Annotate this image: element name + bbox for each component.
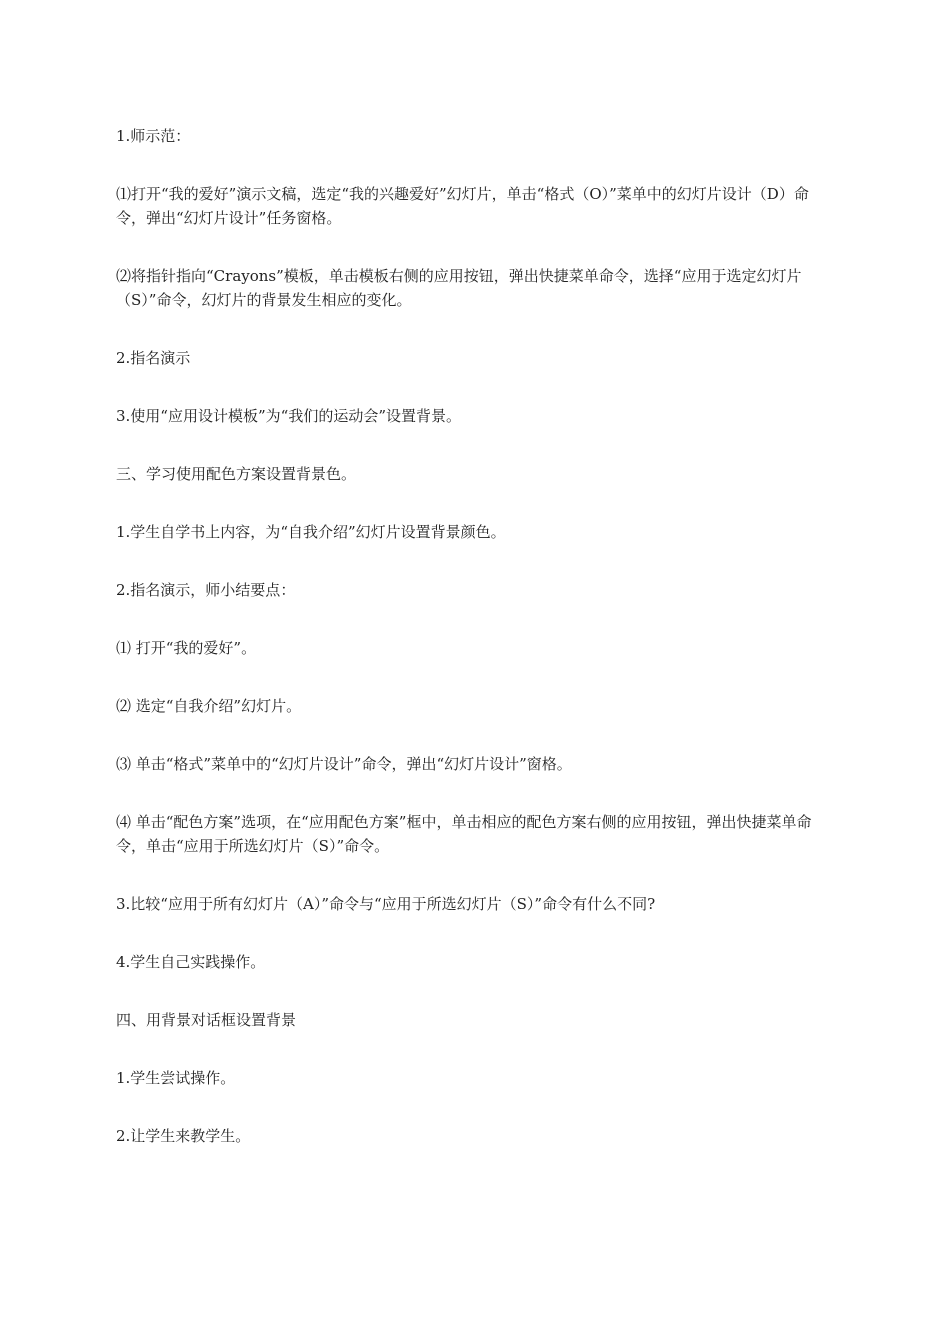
- paragraph-10: ⑵ 选定“自我介绍”幻灯片。: [116, 697, 302, 715]
- paragraph-8: 2.指名演示，师小结要点：: [116, 581, 296, 599]
- paragraph-1: 1.师示范：: [116, 127, 191, 145]
- paragraph-12: ⑷ 单击“配色方案”选项，在“应用配色方案”框中，单击相应的配色方案右侧的应用按钮，弹出快捷菜单命令，单击“应用于所选幻灯片（S）”命令。: [116, 813, 812, 855]
- paragraph-6: 三、学习使用配色方案设置背景色。: [116, 465, 357, 483]
- paragraph-4: 2.指名演示: [116, 349, 191, 367]
- paragraph-14: 4.学生自己实践操作。: [116, 953, 266, 971]
- paragraph-17: 2.让学生来教学生。: [116, 1127, 251, 1145]
- paragraph-13: 3.比较“应用于所有幻灯片（A）”命令与“应用于所选幻灯片（S）”命令有什么不同?: [116, 895, 656, 913]
- paragraph-11: ⑶ 单击“格式”菜单中的“幻灯片设计”命令，弹出“幻灯片设计”窗格。: [116, 755, 572, 773]
- paragraph-2: ⑴打开“我的爱好”演示文稿，选定“我的兴趣爱好”幻灯片，单击“格式（O）”菜单中的幻灯片设计（D）命令，弹出“幻灯片设计”任务窗格。: [116, 185, 809, 227]
- document-body: [116, 124, 836, 1148]
- paragraph-9: ⑴ 打开“我的爱好”。: [116, 639, 257, 657]
- paragraph-16: 1.学生尝试操作。: [116, 1069, 236, 1087]
- paragraph-7: 1.学生自学书上内容，为“自我介绍”幻灯片设置背景颜色。: [116, 523, 506, 541]
- paragraph-3: ⑵将指针指向“Crayons”模板，单击模板右侧的应用按钮，弹出快捷菜单命令，选择“应用于选定幻灯片（S）”命令，幻灯片的背景发生相应的变化。: [116, 267, 802, 309]
- paragraph-5: 3.使用“应用设计模板”为“我们的运动会”设置背景。: [116, 407, 461, 425]
- paragraph-15: 四、用背景对话框设置背景: [116, 1011, 297, 1029]
